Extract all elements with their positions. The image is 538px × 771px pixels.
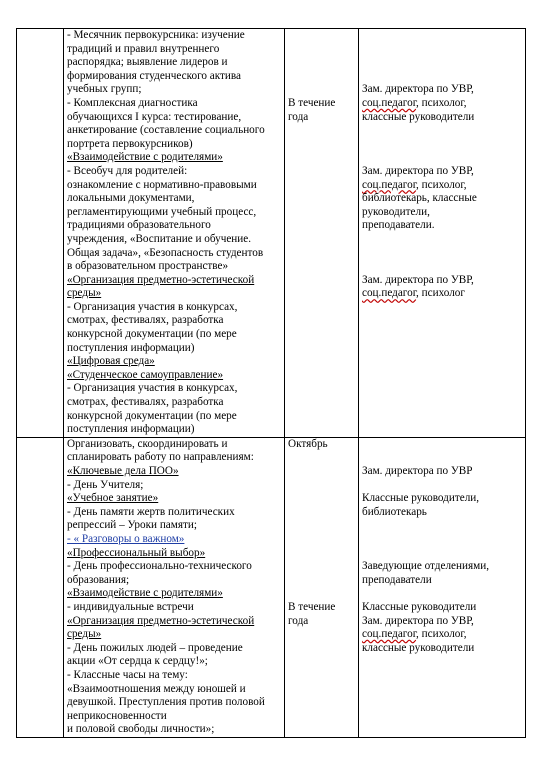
number-cell [17, 29, 64, 438]
section-heading: «Взаимодействие с родителями» [67, 151, 223, 164]
blank-line [288, 465, 355, 479]
activity-line: - День памяти жертв политических [67, 505, 235, 518]
blank-line [362, 587, 522, 601]
activity-line: - Месячник первокурсника: изучение [67, 29, 245, 41]
activity-line: регламентирующими учебный процесс, [67, 205, 257, 218]
responsible-text: Зам. директора по УВР [362, 465, 473, 477]
blank-line [362, 438, 522, 452]
section-heading: «Организация предметно-эстетической [67, 273, 255, 286]
activity-line: учреждения, «Воспитание и обучение. [67, 232, 252, 245]
blank-line [288, 83, 355, 97]
blank-line [288, 519, 355, 533]
term-cell [285, 437, 359, 737]
blank-line [362, 547, 522, 561]
activity-line: - Классные часы на тему: [67, 668, 188, 681]
blank-line [362, 43, 522, 57]
section-heading: «Ключевые дела ПОО» [67, 465, 179, 477]
plan-table [16, 28, 526, 738]
activity-line: ознакомление с нормативно-правовыми [67, 178, 257, 191]
blank-line [362, 479, 522, 493]
activity-line: формирования студенческого актива [67, 69, 242, 82]
blank-line [288, 70, 355, 84]
responsible-text: классные руководители [362, 641, 475, 654]
table-row [17, 437, 526, 737]
activity-line: портрета первокурсников) [67, 137, 193, 150]
section-heading: «Цифровая среда» [67, 355, 155, 368]
responsible-text: преподаватели [362, 573, 432, 586]
responsible-text: соц.педагог, психолог, [362, 96, 467, 109]
activity-line: спланировать работу по направлениям: [67, 451, 254, 464]
activities-cell [64, 437, 285, 737]
activity-line: анкетирование (составление социального [67, 124, 265, 137]
activity-line: и половой свободы личности»; [67, 723, 215, 736]
responsible-text: Зам. директора по УВР, [362, 83, 474, 96]
blank-line [362, 533, 522, 547]
blank-line [288, 479, 355, 493]
responsible-text: Зам. директора по УВР, [362, 614, 474, 627]
blank-line [288, 451, 355, 465]
section-heading: среды» [67, 287, 102, 300]
number-cell [17, 437, 64, 737]
activity-line: учебных групп; [67, 83, 142, 96]
activity-line: девушкой. Преступления против половой [67, 696, 265, 709]
section-heading: «Взаимодействие с родителями» [67, 587, 223, 600]
activity-line: - Всеобуч для родителей: [67, 164, 188, 177]
activity-line: традиций и правил внутреннего [67, 42, 220, 55]
blank-line [288, 506, 355, 520]
blank-line [288, 547, 355, 561]
activity-line: неприкосновенности [67, 709, 167, 722]
blank-line [362, 151, 522, 165]
section-heading: «Профессиональный выбор» [67, 546, 206, 559]
blank-line [362, 124, 522, 138]
section-heading: «Организация предметно-эстетической [67, 614, 255, 627]
activity-line: поступления информации) [67, 341, 195, 354]
blank-line [288, 574, 355, 588]
activity-line: - индивидуальные встречи [67, 600, 194, 613]
blank-line [362, 247, 522, 261]
responsible-text: соц.педагог, психолог, [362, 178, 467, 191]
activity-line: акции «От сердца к сердцу!»; [67, 655, 208, 668]
responsible-text: библиотекарь, классные [362, 192, 477, 205]
term-text: В течение [288, 600, 336, 613]
activity-line: локальными документами, [67, 192, 195, 205]
blank-line [362, 138, 522, 152]
activity-line: образования; [67, 573, 130, 586]
activity-line: Общая задача», «Безопасность студентов [67, 246, 264, 259]
section-heading: среды» [67, 628, 102, 641]
activity-line: конкурсной документации (по мере [67, 409, 237, 422]
blank-line [288, 492, 355, 506]
term-text: года [288, 110, 309, 123]
blank-line [288, 533, 355, 547]
term-text: Октябрь [288, 437, 328, 450]
activity-line: в образовательном пространстве» [67, 260, 229, 273]
blank-line [362, 29, 522, 43]
activity-line: смотрах, фестивалях, разработка [67, 396, 224, 409]
responsible-text: соц.педагог, психолог, [362, 628, 467, 641]
term-text: года [288, 614, 309, 627]
section-heading: - « Разговоры о важном» [67, 532, 185, 545]
activity-line: репрессий – Уроки памяти; [67, 519, 197, 532]
activity-line: конкурсной документации (по мере [67, 328, 237, 341]
blank-line [362, 451, 522, 465]
responsible-text: Классные руководители, [362, 492, 480, 505]
responsible-cell [359, 29, 526, 438]
section-heading: «Студенческое самоуправление» [67, 368, 224, 381]
responsible-text: Зам. директора по УВР, [362, 273, 474, 286]
responsible-text: соц.педагог, психолог [362, 287, 465, 300]
responsible-text: Заведующие отделениями, [362, 560, 489, 573]
activity-line: смотрах, фестивалях, разработка [67, 314, 224, 327]
responsible-text: классные руководители [362, 110, 475, 123]
activity-line: - Организация участия в конкурсах, [67, 382, 238, 395]
activity-line: - Комплексная диагностика [67, 96, 198, 109]
responsible-text: Классные руководители [362, 600, 477, 613]
blank-line [288, 43, 355, 57]
blank-line [288, 29, 355, 43]
blank-line [362, 233, 522, 247]
blank-line [288, 587, 355, 601]
responsible-text: Зам. директора по УВР, [362, 164, 474, 177]
responsible-text: преподаватели. [362, 219, 435, 232]
term-text: В течение [288, 96, 336, 109]
blank-line [362, 519, 522, 533]
activity-line: - День Учителя; [67, 478, 144, 491]
activity-line: поступления информации) [67, 423, 195, 436]
activity-line: распорядка; выявление лидеров и [67, 56, 228, 69]
blank-line [362, 70, 522, 84]
activity-line: - Организация участия в конкурсах, [67, 300, 238, 313]
blank-line [288, 560, 355, 574]
term-cell [285, 29, 359, 438]
blank-line [362, 56, 522, 70]
blank-line [288, 56, 355, 70]
blank-line [362, 260, 522, 274]
responsible-cell [359, 437, 526, 737]
activity-line: обучающихся I курса: тестирование, [67, 110, 242, 123]
table-row [17, 29, 526, 438]
activity-line: - День профессионально-технического [67, 560, 252, 573]
activity-line: традициями образовательного [67, 219, 211, 232]
activity-line: Организовать, скоординировать и [67, 437, 228, 450]
activities-cell [64, 29, 285, 438]
section-heading: «Учебное занятие» [67, 492, 159, 505]
activity-line: «Взаимоотношения между юношей и [67, 682, 246, 695]
responsible-text: руководители, [362, 205, 430, 218]
responsible-text: библиотекарь [362, 505, 427, 518]
activity-line: - День пожилых людей – проведение [67, 641, 243, 654]
